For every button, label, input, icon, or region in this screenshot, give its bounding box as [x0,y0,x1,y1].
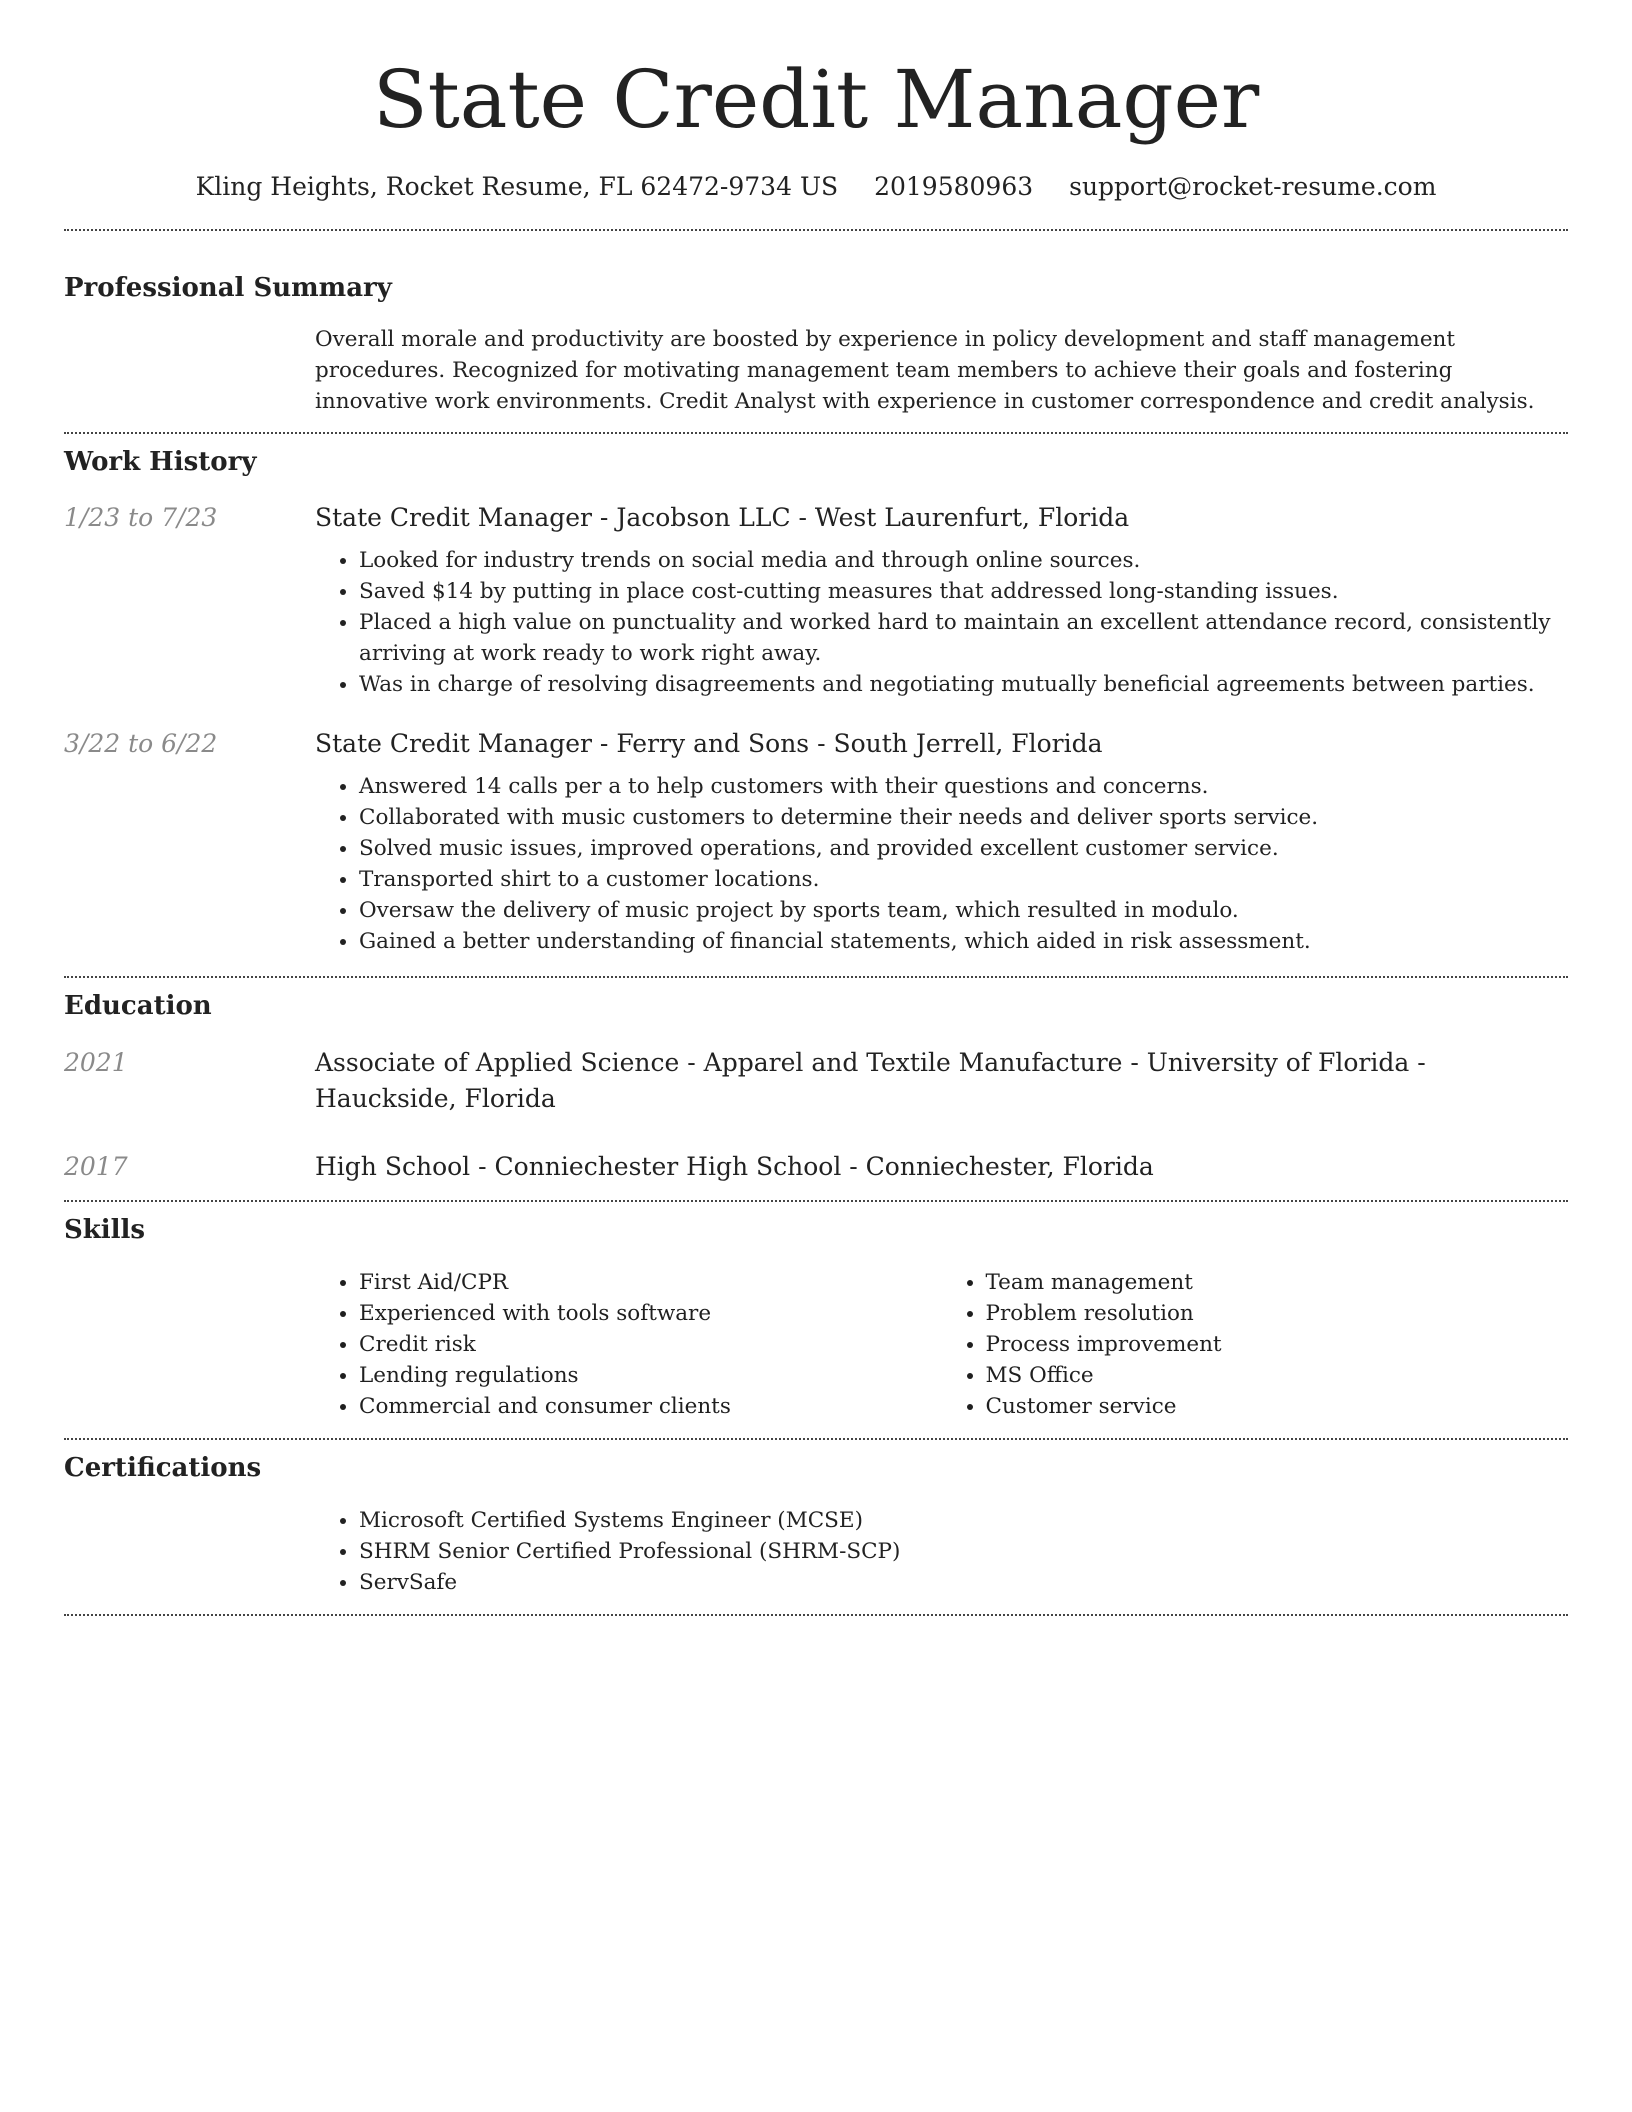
list-item: • Experienced with tools software [359,1298,942,1329]
list-item: • Placed a high value on punctuality and worked hard to maintain an excellent attendance record, consistently arriving at work ready to work right away. [359,607,1568,669]
list-item: • Oversaw the delivery of music project by sports team, which resulted in modulo. [359,895,1568,926]
list-item: • Looked for industry trends on social media and through online sources. [359,545,1568,576]
job-bullets [315,545,1568,700]
education-year: 2017 [64,1152,128,1181]
list-item: • Was in charge of resolving disagreements and negotiating mutually beneficial agreements between parties. [359,669,1568,700]
section-divider [64,976,1568,978]
job-dates: 3/22 to 6/22 [64,729,218,758]
contact-email: support@rocket-resume.com [1069,172,1437,201]
list-item: • Team management [986,1267,1569,1298]
education-year: 2021 [64,1048,128,1077]
list-item: • Collaborated with music customers to determine their needs and deliver sports service. [359,802,1568,833]
list-item: • Problem resolution [986,1298,1569,1329]
job-dates: 1/23 to 7/23 [64,503,218,532]
section-divider [64,1614,1568,1616]
job-entry [64,500,1568,700]
education-title [315,1045,1568,1117]
list-item: • Transported shirt to a customer locations. [359,864,1568,895]
list-item: • Microsoft Certified Systems Engineer (MCSE) [359,1505,1568,1536]
contact-address: Kling Heights, Rocket Resume, FL 62472-9734 US [195,172,839,201]
job-bullets [315,771,1568,957]
education-details: - Conniechester High School - Conniechester, Florida [470,1152,1154,1181]
list-item: • SHRM Senior Certified Professional (SHRM-SCP) [359,1536,1568,1567]
certifications-heading: Certifications [64,1453,262,1483]
education-details: - Apparel and Textile Manufacture - University of Florida - Hauckside, Florida [315,1048,1426,1113]
section-divider [64,229,1568,231]
list-item: • MS Office [986,1360,1569,1391]
list-item: • Process improvement [986,1329,1569,1360]
job-title: State Credit Manager - Jacobson LLC - West Laurenfurt, Florida [315,503,1130,532]
skills-list [315,1267,1568,1422]
list-item: • Credit risk [359,1329,942,1360]
contact-line [64,170,1568,204]
list-item: • Lending regulations [359,1360,942,1391]
job-entry [64,726,1568,957]
education-entry [64,1149,1568,1185]
list-item: • Answered 14 calls per a to help customers with their questions and concerns. [359,771,1568,802]
work-history-heading: Work History [64,447,257,477]
skills-column-right [942,1267,1569,1422]
education-title [315,1149,1568,1185]
degree-name: High School [315,1152,471,1181]
candidate-name: State Credit Manager [372,53,1260,146]
summary-heading: Professional Summary [64,273,392,303]
list-item: • Commercial and consumer clients [359,1391,942,1422]
skills-heading: Skills [64,1215,146,1245]
list-item: • Gained a better understanding of financial statements, which aided in risk assessment. [359,926,1568,957]
job-title: State Credit Manager - Ferry and Sons - South Jerrell, Florida [315,729,1103,758]
list-item: • ServSafe [359,1567,1568,1598]
summary-text: Overall morale and productivity are boosted by experience in policy development and staff management procedures. Recognized for motivating management team members to achieve their goals and fostering innovative work environments. Credit Analyst with experience in customer correspondence and credit analysis. [315,327,1535,414]
contact-phone: 2019580963 [874,172,1034,201]
section-divider [64,432,1568,434]
resume-header [64,0,1568,204]
certifications-list [315,1505,1568,1598]
list-item: • Solved music issues, improved operations, and provided excellent customer service. [359,833,1568,864]
list-item: • Saved $14 by putting in place cost-cutting measures that addressed long-standing issues. [359,576,1568,607]
education-entry [64,1045,1568,1117]
section-divider [64,1438,1568,1440]
resume-page [64,0,1568,1616]
education-heading: Education [64,991,212,1021]
list-item: • First Aid/CPR [359,1267,942,1298]
list-item: • Customer service [986,1391,1569,1422]
degree-name: Associate of Applied Science [315,1048,680,1077]
skills-column-left [315,1267,942,1422]
section-divider [64,1200,1568,1202]
